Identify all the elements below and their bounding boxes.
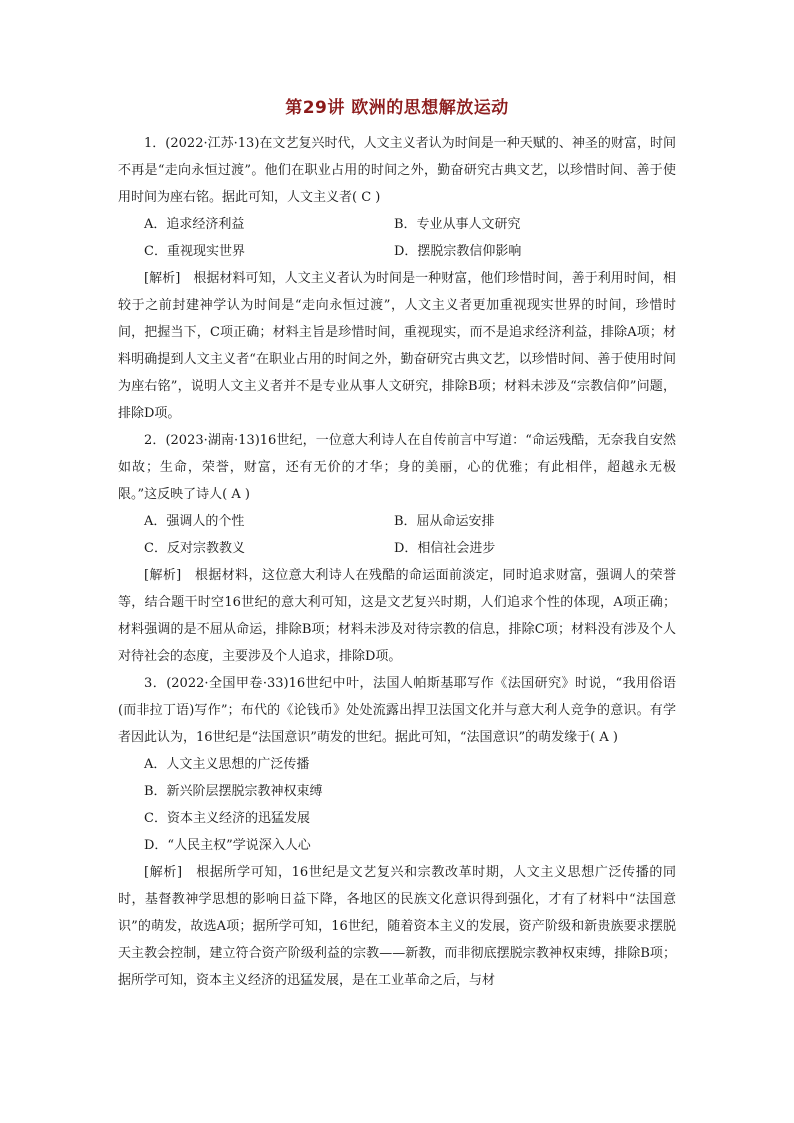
option-c: C．反对宗教教义 bbox=[144, 541, 245, 556]
option-b: B．新兴阶层摆脱宗教神权束缚 bbox=[144, 784, 323, 799]
option-a: A．强调人的个性 bbox=[144, 514, 245, 529]
option-b: B．专业从事人文研究 bbox=[394, 217, 521, 232]
option-list bbox=[118, 211, 676, 265]
question-1 bbox=[118, 130, 676, 427]
analysis-text: [解析] 根据材料，这位意大利诗人在残酷的命运面前淡定，同时追求财富，强调人的荣誉等，结合题干时空16世纪的意大利可知，这是文艺复兴时期，人们追求个性的体现，A项正确；材料强调的是不屈从命运，排除B项；材料未涉及对待宗教的信息，排除C项；材料没有涉及个人对待社会的态度，主要涉及个人追求，排除D项。 bbox=[118, 568, 676, 664]
question-stem: 2．(2023·湖南·13)16世纪，一位意大利诗人在自传前言中写道：“命运残酷，无奈我自安然如故；生命，荣誉，财富，还有无价的才华；身的美丽，心的优雅；有此相伴，超越永无极限。”这反映了诗人( A ) bbox=[118, 433, 676, 502]
option-b: B．屈从命运安排 bbox=[394, 514, 495, 529]
option-a: A．追求经济利益 bbox=[144, 217, 245, 232]
page-title: 第29讲 欧洲的思想解放运动 bbox=[285, 98, 509, 118]
question-stem: 1．(2022·江苏·13)在文艺复兴时代，人文主义者认为时间是一种天赋的、神圣的财富，时间不再是“走向永恒过渡”。他们在职业占用的时间之外，勤奋研究古典文艺，以珍惜时间、善于使用时间为座右铭。据此可知，人文主义者( C ) bbox=[118, 136, 676, 205]
analysis-text: [解析] 根据材料可知，人文主义者认为时间是一种财富，他们珍惜时间，善于利用时间，相较于之前封建神学认为时间是“走向永恒过渡”，人文主义者更加重视现实世界的时间，珍惜时间，把握当下，C项正确；材料主旨是珍惜时间，重视现实，而不是追求经济利益，排除A项；材料明确提到人文主义者“在职业占用的时间之外，勤奋研究古典文艺，以珍惜时间、善于使用时间为座右铭”，说明人文主义者并不是专业从事人文研究，排除B项；材料未涉及“宗教信仰”问题，排除D项。 bbox=[118, 271, 676, 421]
option-d: D．“人民主权”学说深入人心 bbox=[144, 838, 311, 853]
option-c: C．资本主义经济的迅猛发展 bbox=[144, 811, 310, 826]
option-c: C．重视现实世界 bbox=[144, 244, 245, 259]
option-list bbox=[118, 751, 676, 859]
question-stem: 3．(2022·全国甲卷·33)16世纪中叶，法国人帕斯基耶写作《法国研究》时说，“我用俗语(而非拉丁语)写作”；布代的《论钱币》处处流露出捍卫法国文化并与意大利人竞争的意识。有学者因此认为，16世纪是“法国意识”萌发的世纪。据此可知，“法国意识”的萌发缘于( A ) bbox=[118, 676, 676, 745]
question-2 bbox=[118, 427, 676, 670]
option-d: D．相信社会进步 bbox=[394, 541, 496, 556]
analysis-text: [解析] 根据所学可知，16世纪是文艺复兴和宗教改革时期，人文主义思想广泛传播的同时，基督教神学思想的影响日益下降，各地区的民族文化意识得到强化，才有了材料中“法国意识”的萌发，故选A项；据所学可知，16世纪，随着资本主义的发展，资产阶级和新贵族要求摆脱天主教会控制，建立符合资产阶级利益的宗教——新教，而非彻底摆脱宗教神权束缚，排除B项；据所学可知，资本主义经济的迅猛发展，是在工业革命之后，与材 bbox=[118, 865, 676, 988]
option-a: A．人文主义思想的广泛传播 bbox=[144, 757, 310, 772]
question-3 bbox=[118, 670, 676, 994]
option-d: D．摆脱宗教信仰影响 bbox=[394, 244, 522, 259]
option-list bbox=[118, 508, 676, 562]
